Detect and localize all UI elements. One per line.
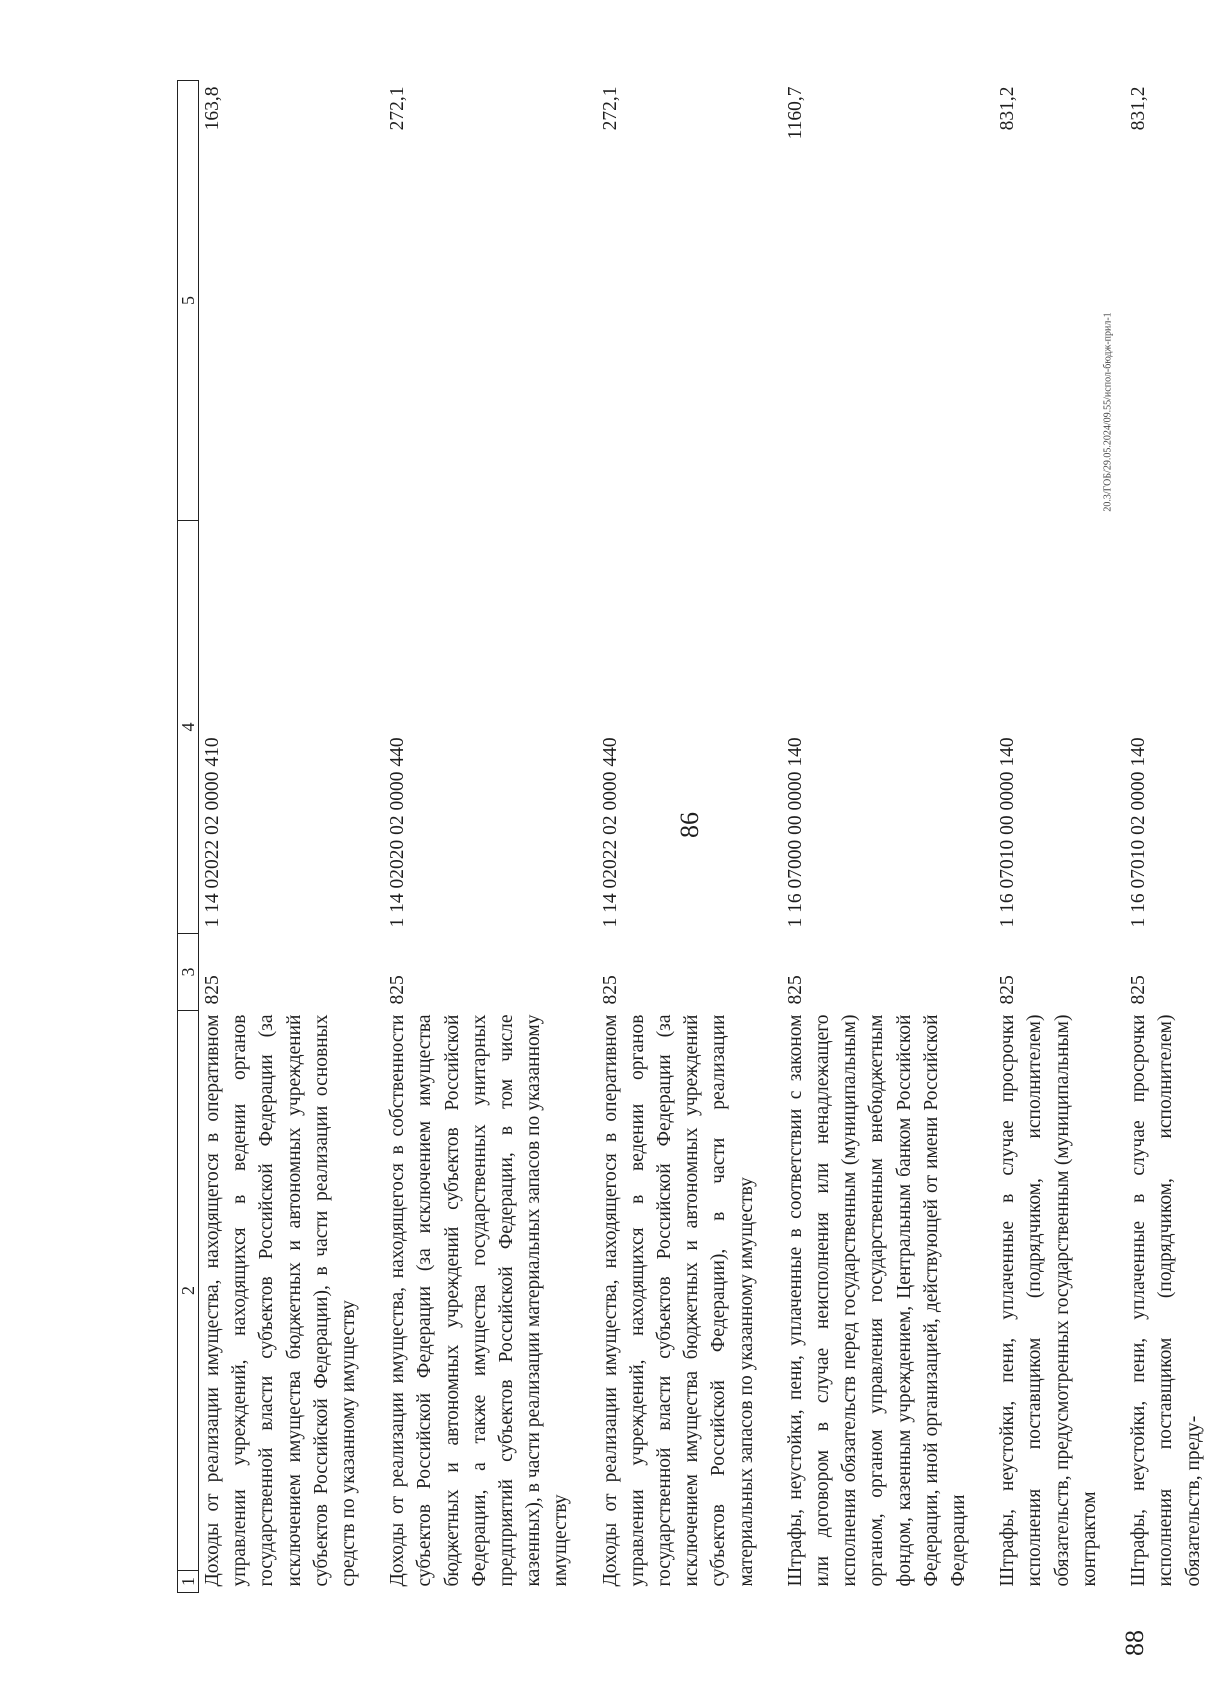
column-header-5: 5 xyxy=(178,81,199,521)
column-number-header-row xyxy=(178,81,199,1593)
column-header-2: 2 xyxy=(178,1011,199,1571)
row-admin-code: 825 xyxy=(387,975,409,1005)
page-number-top: 86 xyxy=(675,812,704,838)
file-path-footer: 20.3/ГОБ/29.05.2024/09.55/испол-бюдж-прил-1 xyxy=(1102,312,1114,512)
row-description: Доходы от реализации имущества, находящегося в оперативном управлении учреждений, находящихся в ведении органов государственной власти субъектов Российской Федерации (за исключением имущества бюджетных и автономных учреждений субъектов Российской Федерации), в части реализации основных средств по указанному имуществу xyxy=(202,1014,360,1587)
row-amount: 272,1 xyxy=(387,86,409,131)
row-budget-code: 1 14 02022 02 0000 410 xyxy=(202,737,223,928)
page-number-corner: 88 xyxy=(1120,1630,1149,1656)
row-admin-code: 825 xyxy=(1128,975,1150,1005)
row-admin-code: 825 xyxy=(202,975,223,1005)
row-admin-code: 825 xyxy=(599,975,621,1005)
row-admin-code: 825 xyxy=(997,975,1019,1005)
row-budget-code: 1 14 02022 02 0000 440 xyxy=(599,737,621,928)
table-row xyxy=(199,81,385,1593)
column-header-1: 1 xyxy=(178,1571,199,1593)
row-budget-code: 1 16 07010 02 0000 140 xyxy=(1128,737,1150,928)
row-description: Штрафы, неустойки, пени, уплаченные в случае просрочки исполнения поставщиком (подрядчиком, исполнителем) обязательств, преду- xyxy=(1128,1014,1204,1587)
row-budget-code: 1 14 02020 02 0000 440 xyxy=(387,737,409,928)
table-row xyxy=(597,81,782,1593)
row-amount: 272,1 xyxy=(599,86,621,131)
table-row xyxy=(994,81,1125,1593)
row-description: Доходы от реализации имущества, находящегося в оперативном управлении учреждений, находящихся в ведении органов государственной власти субъектов Российской Федерации (за исключением имущества бюджетных и автономных учреждений субъектов Российской Федерации), в части реализации материальных запасов по указанному имуществу xyxy=(599,1014,757,1587)
row-description: Штрафы, неустойки, пени, уплаченные в случае просрочки исполнения поставщиком (подрядчиком, исполнителем) обязательств, предусмотренных государственным (муниципальным) контрактом xyxy=(997,1014,1100,1587)
row-amount: 831,2 xyxy=(1128,86,1150,131)
table-row xyxy=(384,81,596,1593)
row-admin-code: 825 xyxy=(784,975,806,1005)
column-header-4: 4 xyxy=(178,521,199,934)
row-description: Штрафы, неустойки, пени, уплаченные в соответствии с законом или договором в случае неисполнения или ненадлежащего исполнения обязательств перед государственным (муниципальным) органом, органом управления государственным внебюджетным фондом, казенным учреждением, Центральным банком Российской Федерации, иной организацией, действующей от имени Российской Федерации xyxy=(784,1014,970,1587)
table-row xyxy=(782,81,994,1593)
row-description: Доходы от реализации имущества, находящегося в собственности субъектов Российской Федерации (за исключением имущества бюджетных и автономных учреждений субъектов Российской Федерации, а также имущества государственных унитарных предприятий субъектов Российской Федерации, в том числе казенных), в части реализации материальных запасов по указанному имуществу xyxy=(387,1014,572,1587)
table-row xyxy=(1125,81,1229,1593)
row-budget-code: 1 16 07010 00 0000 140 xyxy=(997,737,1019,928)
revenue-table xyxy=(177,80,1229,1593)
row-budget-code: 1 16 07000 00 0000 140 xyxy=(784,737,806,928)
row-amount: 831,2 xyxy=(997,86,1019,131)
column-header-3: 3 xyxy=(178,934,199,1011)
row-amount: 163,8 xyxy=(202,86,223,131)
row-amount: 1160,7 xyxy=(784,86,806,140)
